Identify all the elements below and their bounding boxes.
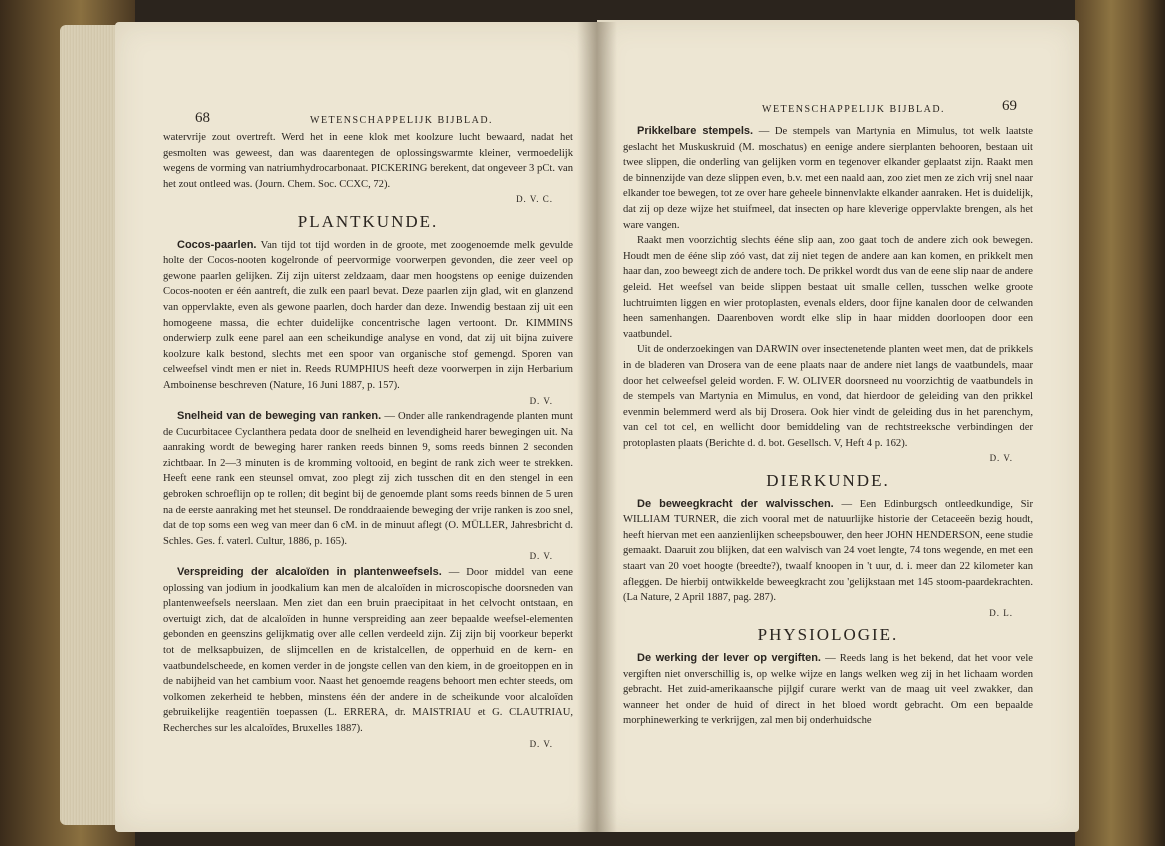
article-cocos (163, 238, 573, 394)
article-body: — De stempels van Martynia en Mimulus, tot welk laatste geslacht het Muskuskruid (M. moschatus) en eenige andere sierplanten behooren, bestaan uit twee slippen, die onderling van gelijken vorm en tegenover elkander geplaatst zijn. Raakt men de binnenzijde van deze slippen even, b.v. met een naald aan, zoo ziet men ze zich vrij snel naar elkander toe bewegen, tot ze over hare geheele binnenvlakte elkander aanraken. Het is duidelijk, dat zij op deze wijze het stuifmeel, dat insecten op hare kleverige oppervlakte brengen, als het ware vangen. (623, 126, 1033, 231)
right-page (597, 20, 1079, 832)
left-text-column (163, 130, 573, 752)
intro-paragraph: watervrije zout overtreft. Werd het in eene klok met koolzure lucht bewaard, nadat het gesmolten was geweest, dan was daarentegen de oplossingswarmte kleiner, vermoedelijk wegens de vorming van natriumhydrocarbonaat. PICKERING berekent, dat ongeveer 3 pCt. van het zout ontleed was. (Journ. Chem. Soc. CCXC, 72). (163, 132, 573, 190)
article-heading: De beweegkracht der walvisschen. (637, 497, 834, 510)
article-body: — Reeds lang is het bekend, dat het voor vele vergiften niet onverschillig is, op welke wijze en langs welken weg zij in het lichaam worden gebracht. Het zuid-amerikaansche pijlgif curare werkt van de maag uit veel zwakker, dan wanneer het onder de huid of direct in het bloed wordt gebracht. Om een bepaalde morphinewerking te verkrijgen, zal men bij onderhuidsche (623, 653, 1033, 727)
article-heading: Cocos-paarlen. (177, 238, 257, 251)
left-page (115, 22, 597, 832)
article-body: — Onder alle rankendragende planten munt de Cucurbitacee Cyclanthera pedata door de snelheid en levendigheid harer bewegingen uit. Na aanraking wordt de beweging harer ranken reeds binnen 9, soms reeds binnen 2 seconden zichtbaar. In 2—3 minuten is de kromming voltooid, en begint de rank zich weer te strekken. Heeft eene rank een steunsel omvat, zoo plegt zij zich tusschen dit en den stengel in een gebroken schroeflijn op te rollen; dit begint bij de genoemde plant soms reeds binnen de 5 uren na de eerste aanraking met het steunsel. De ronddraaiende beweging der vrije ranken is zoo snel, dat de top soms een weg van meer dan 6 cM. in de minuut aflegt (O. MÜLLER, Jahresbricht d. Schles. Ges. f. vaterl. Cultur, 1886, p. 165). (163, 411, 573, 547)
article-stempels (623, 124, 1033, 233)
book-cover-right (1075, 0, 1165, 846)
article-heading: Verspreiding der alcaloïden in plantenweefsels. (177, 566, 442, 579)
article-body: — Door middel van eene oplossing van jodium in joodkalium kan men de alcaloïden in microscopische doorsneden van plantenweefsels neerslaan. Men ziet dan een bruin praecipitaat in het celvocht ontstaan, en overtuigt zich, dat de alcaloïden in hunne verspreiding aan zeer bepaalde weefsel-elementen gebonden en geenszins gelijkmatig over alle cellen verdeeld zijn. Zij zijn bij voorkeur beperkt tot de melksapbuizen, de slijmcellen en de kristalcellen, de opperhuid en de kern- en vaatbundelscheede, en komen verder in de jongste cellen van den kiem, in de groeitoppen en in de nabijheid van het cambium voor. Naast het genoemde reagens behoort men echter steeds, om volkomen zekerheid te hebben, minstens één der andere in de scheikunde voor alcaloïden gebruikelijke reagentiën toepassen (L. ERRERA, dr. MAISTRIAU et G. CLAUTRIAU, Recherches sur les alcaloïdes, Bruxelles 1887). (163, 567, 573, 734)
section-title-dierkunde: DIERKUNDE. (766, 471, 890, 491)
article-alcaloiden (163, 565, 573, 737)
article-signature: D. V. (529, 738, 553, 749)
article-lever (623, 651, 1033, 729)
article-signature: D. V. (529, 551, 553, 562)
section-title-physiologie: PHYSIOLOGIE. (757, 625, 899, 645)
article-walvisschen (623, 497, 1033, 606)
page-number-left: 68 (195, 110, 210, 126)
article-stempels-p3: Uit de onderzoekingen van DARWIN over insectenetende planten weet men, dat de prikkels in de bladeren van Drosera van de eene plaats naar de andere niet langs de vaatbundels, maar door het celweefsel geleid worden. F. W. OLIVER doorsneed nu voorzichtig de vaatbundels in de stempels van Martynia en Mimulus, en vond, dat hierdoor de geleiding van den prikkel evenmin belemmerd werd als bij Drosera. Ook hier vindt de geleiding dus in het parenchym, van cel tot cel, en wellicht door bemiddeling van de rechtstreeksche verbindingen der protoplasten plaats (Berichte d. d. bot. Gesellsch. V, Heft 4 p. 162). (623, 344, 1033, 449)
page-number-right: 69 (1002, 98, 1017, 114)
article-body: Van tijd tot tijd worden in de groote, met zoogenoemde melk gevulde holte der Cocos-nooten kogelronde of peervormige voorwerpen gevonden, die zeer veel op gewone paarlen gelijken. Zij zijn uiterst zeldzaam, daar men hoogstens op eenige duizenden Cocos-nooten er één aantreft, die zulk een paarl bevat. Deze paarlen zijn glad, wit en glanzend van oppervlakte, even als gewone paarlen, doch harder dan deze. Inwendig bestaan zij uit een homogeene massa, die echter duidelijke concentrische lagen vertoont. Dr. KIMMINS onderwierp zulk eene parel aan een scheikundige analyse en vond, dat zij uit bijna zuivere koolzure kalk bestond, slechts met een spoor van organische stof gemengd. Sporen van celweefsel vindt men er niet in. Reeds RUMPHIUS heeft deze voorwerpen in zijn Herbarium Amboinense beschreven (Nature, 16 Juni 1887, p. 157). (163, 239, 573, 391)
section-title-plantkunde: PLANTKUNDE. (297, 211, 439, 231)
article-body: — Een Edinburgsch ontleedkundige, Sir WILLIAM TURNER, die zich vooral met de natuurlijke historie der Cetaceeën bezig houdt, heeft hiervan met een aanzienlijken scheepsbouwer, den heer JOHN HENDERSON, eene studie gemaakt. Daaruit zou blijken, dat een walvisch van 24 voet lengte, 74 tons wegende, en met een staart van 20 voet hoogte (breedte?), twaalf knoopen in 't uur, d. i. meer dan 22 kilometer kan afleggen. De hierbij ontwikkelde beweegkracht zou 'gelijkstaan met 145 stoom-paardekrachten. (La Nature, 2 April 1887, pag. 287). (623, 498, 1033, 604)
intro-signature: D. V. C. (516, 194, 553, 205)
article-signature: D. V. (989, 453, 1013, 464)
right-text-column (623, 124, 1033, 729)
book-gutter (577, 22, 617, 832)
article-stempels-p2: Raakt men voorzichtig slechts ééne slip aan, zoo gaat toch de andere zich ook bewegen. Houdt men de ééne slip zóó vast, dat zij niet tegen de andere aan kan komen, en prikkelt men haar dan, zoo beweegt zich de andere toch. De prikkel wordt dus van de eene slip naar de andere geleid. Het weefsel van beide slippen bestaat uit smalle cellen, tusschen welke groote luchtruimten liggen en wier protoplasten, evenals elders, door fijne kanalen door de celwanden heen samenhangen. Daarenboven wordt elke slip in haar midden doorloopen door een vaatbundel. (623, 235, 1033, 340)
running-head-left: WETENSCHAPPELIJK BIJBLAD. (310, 115, 494, 126)
article-heading: De werking der lever op vergiften. (637, 652, 821, 664)
article-signature: D. L. (989, 607, 1013, 618)
article-heading: Prikkelbare stempels. (637, 125, 754, 137)
running-head-right: WETENSCHAPPELIJK BIJBLAD. (762, 104, 946, 115)
article-ranken (163, 409, 573, 549)
article-signature: D. V. (529, 395, 553, 406)
article-heading: Snelheid van de beweging van ranken. (177, 410, 382, 423)
